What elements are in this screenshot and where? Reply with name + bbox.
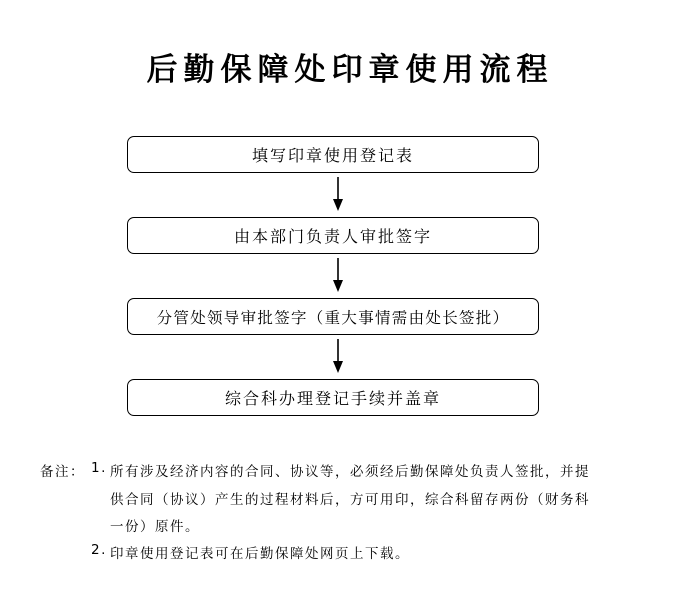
notes-label: 备注： — [40, 464, 85, 480]
note-1-number: 1. — [91, 460, 107, 476]
flow-arrow-3 — [332, 339, 344, 373]
flow-step-register-and-stamp: 综合科办理登记手续并盖章 — [127, 379, 539, 416]
flow-arrow-2 — [332, 258, 344, 292]
flow-arrow-1 — [332, 177, 344, 211]
flow-step-department-approval: 由本部门负责人审批签字 — [127, 217, 539, 254]
note-2-line: 印章使用登记表可在后勤保障处网页上下载。 — [110, 546, 410, 562]
page-title: 后勤保障处印章使用流程 — [146, 52, 554, 88]
flow-step-leader-approval: 分管处领导审批签字（重大事情需由处长签批） — [127, 298, 539, 335]
note-1-line: 供合同（协议）产生的过程材料后，方可用印，综合科留存两份（财务科 — [110, 492, 590, 508]
note-2-number: 2. — [91, 542, 107, 558]
note-1-line: 所有涉及经济内容的合同、协议等，必须经后勤保障处负责人签批，并提 — [110, 464, 590, 480]
flow-step-fill-form: 填写印章使用登记表 — [127, 136, 539, 173]
note-1-line: 一份）原件。 — [110, 519, 200, 535]
